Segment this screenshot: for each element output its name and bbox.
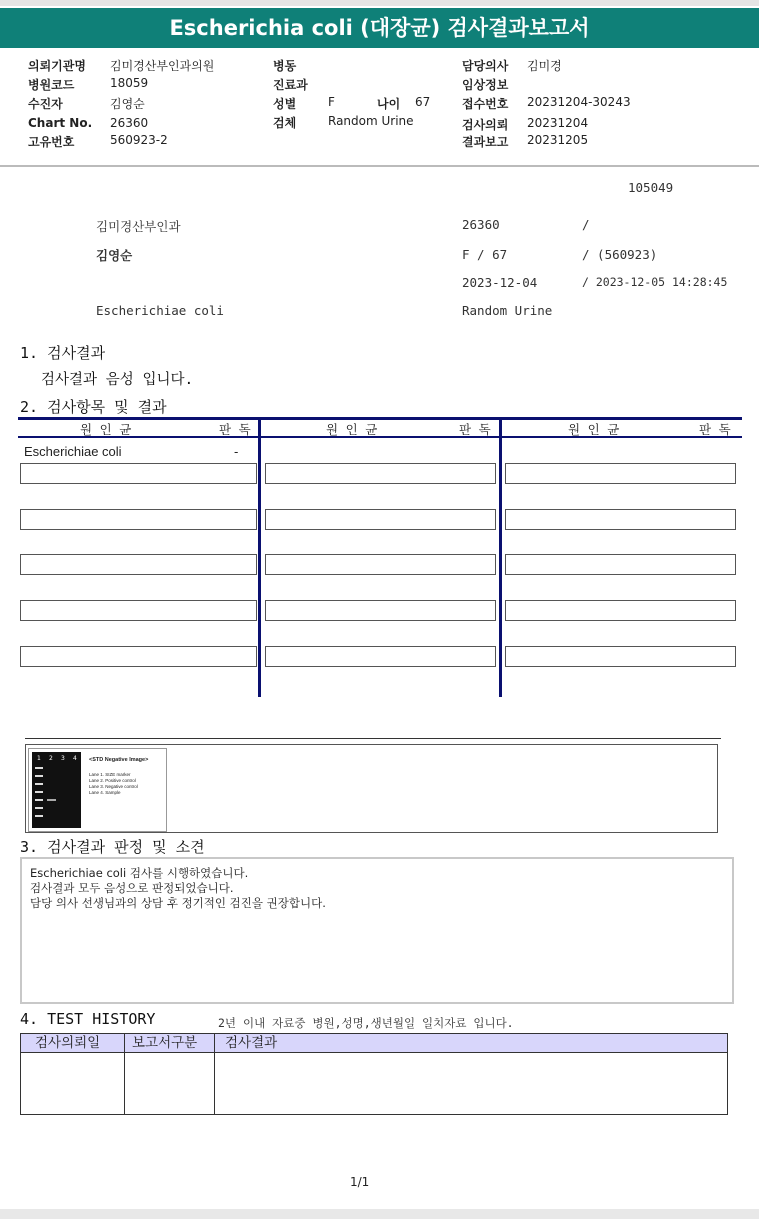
code-label: 병원코드 xyxy=(28,78,75,92)
summary-specimen: Random Urine xyxy=(462,303,553,318)
empty-cell xyxy=(505,554,736,575)
gel-band xyxy=(35,815,43,817)
section3-title: 3. 검사결과 판정 및 소견 xyxy=(20,838,205,856)
organism-judgement: - xyxy=(234,444,239,459)
gel-band xyxy=(35,799,43,801)
gel-legend-4: Lane 4. Sample xyxy=(89,790,121,795)
empty-cell xyxy=(265,600,496,621)
empty-cell xyxy=(20,463,257,484)
empty-cell xyxy=(505,600,736,621)
summary-slash: / xyxy=(582,217,590,232)
chart-label: Chart No. xyxy=(28,116,93,130)
col-cause-3: 원 인 균 xyxy=(568,422,620,437)
empty-cell xyxy=(505,646,736,667)
gel-band xyxy=(35,783,43,785)
unique-label: 고유번호 xyxy=(28,135,75,149)
history-col-type: 보고서구분 xyxy=(124,1033,215,1053)
empty-cell xyxy=(20,554,257,575)
request-value: 20231204 xyxy=(527,116,589,130)
specimen-label: 검체 xyxy=(273,116,297,130)
history-col-result: 검사결과 xyxy=(214,1033,728,1053)
lane-4: 4 xyxy=(73,755,77,762)
request-label: 검사의뢰 xyxy=(462,118,509,132)
summary-request-date: 2023-12-04 xyxy=(462,275,538,290)
unique-value: 560923-2 xyxy=(110,133,168,147)
opinion-line-2: 검사결과 모두 음성으로 판정되었습니다. xyxy=(30,881,234,895)
lane-2: 2 xyxy=(49,755,53,762)
age-label: 나이 xyxy=(377,97,401,111)
empty-cell xyxy=(20,600,257,621)
section2-title: 2. 검사항목 및 결과 xyxy=(20,398,167,416)
doctor-value: 김미경 xyxy=(527,59,562,73)
report-label: 결과보고 xyxy=(462,135,509,149)
history-note: 2년 이내 자료중 병원,성명,생년월일 일치자료 입니다. xyxy=(218,1016,514,1030)
hospital-label: 의뢰기관명 xyxy=(28,59,86,73)
report-value: 20231205 xyxy=(527,133,589,147)
col-cause-2: 원 인 균 xyxy=(326,422,378,437)
section4-title: 4. TEST HISTORY xyxy=(20,1010,156,1028)
page-number: 1/1 xyxy=(350,1175,370,1189)
history-col-date: 검사의뢰일 xyxy=(20,1033,125,1053)
summary-report-datetime: / 2023-12-05 14:28:45 xyxy=(582,275,728,289)
summary-chart: 26360 xyxy=(462,217,500,232)
top-strip xyxy=(0,0,759,6)
empty-cell xyxy=(20,509,257,530)
empty-cell xyxy=(265,463,496,484)
age-value: 67 xyxy=(415,95,431,109)
summary-sex-age: F / 67 xyxy=(462,247,508,262)
empty-cell xyxy=(265,509,496,530)
specimen-value: Random Urine xyxy=(328,114,414,128)
dept-label: 진료과 xyxy=(273,78,308,92)
bottom-strip xyxy=(0,1209,759,1219)
report-number: 105049 xyxy=(628,180,674,195)
gel-band xyxy=(35,791,43,793)
receipt-value: 20231204-30243 xyxy=(527,95,631,109)
empty-cell xyxy=(505,463,736,484)
gel-legend-2: Lane 2. Positive control xyxy=(89,778,136,783)
empty-cell xyxy=(265,554,496,575)
col-judge-2: 판 독 xyxy=(459,422,491,437)
col-cause-1: 원 인 균 xyxy=(80,422,132,437)
gel-divider xyxy=(25,738,721,739)
gel-title: <STD Negative Image> xyxy=(89,757,149,763)
organism-name: Escherichiae coli xyxy=(24,444,122,459)
patient-value: 김영순 xyxy=(110,97,145,111)
empty-cell xyxy=(20,646,257,667)
ward-label: 병동 xyxy=(273,59,297,73)
section1-result: 검사결과 음성 입니다. xyxy=(41,372,194,388)
sex-value: F xyxy=(328,95,335,109)
gel-band xyxy=(47,799,56,801)
opinion-line-1: Escherichiae coli 검사를 시행하였습니다. xyxy=(30,866,249,880)
col-judge-3: 판 독 xyxy=(699,422,731,437)
code-value: 18059 xyxy=(110,76,149,90)
section1-title: 1. 검사결과 xyxy=(20,344,106,362)
summary-test: Escherichiae coli xyxy=(96,303,224,318)
lane-3: 3 xyxy=(61,755,65,762)
col-judge-1: 판 독 xyxy=(219,422,251,437)
chart-value: 26360 xyxy=(110,116,149,130)
report-title: Escherichia coli (대장균) 검사결과보고서 xyxy=(0,8,759,48)
patient-label: 수진자 xyxy=(28,97,63,111)
sex-label: 성별 xyxy=(273,97,297,111)
opinion-line-3: 담당 의사 선생님과의 상담 후 정기적인 검진을 권장합니다. xyxy=(30,896,326,910)
gel-band xyxy=(35,775,43,777)
summary-birth: / (560923) xyxy=(582,247,658,262)
hospital-value: 김미경산부인과의원 xyxy=(110,59,215,73)
receipt-label: 접수번호 xyxy=(462,97,509,111)
summary-name: 김영순 xyxy=(96,248,133,263)
gel-image xyxy=(28,748,167,832)
header-divider xyxy=(0,165,759,167)
doctor-label: 담당의사 xyxy=(462,59,509,73)
gel-legend-3: Lane 3. Negative control xyxy=(89,784,138,789)
clinical-label: 임상정보 xyxy=(462,78,509,92)
gel-band xyxy=(35,767,43,769)
gel-band xyxy=(35,807,43,809)
empty-cell xyxy=(265,646,496,667)
summary-clinic: 김미경산부인과 xyxy=(96,219,181,234)
opinion-box xyxy=(20,857,734,1004)
gel-legend-1: Lane 1. SIZE marker xyxy=(89,772,131,777)
lane-1: 1 xyxy=(37,755,41,762)
empty-cell xyxy=(505,509,736,530)
